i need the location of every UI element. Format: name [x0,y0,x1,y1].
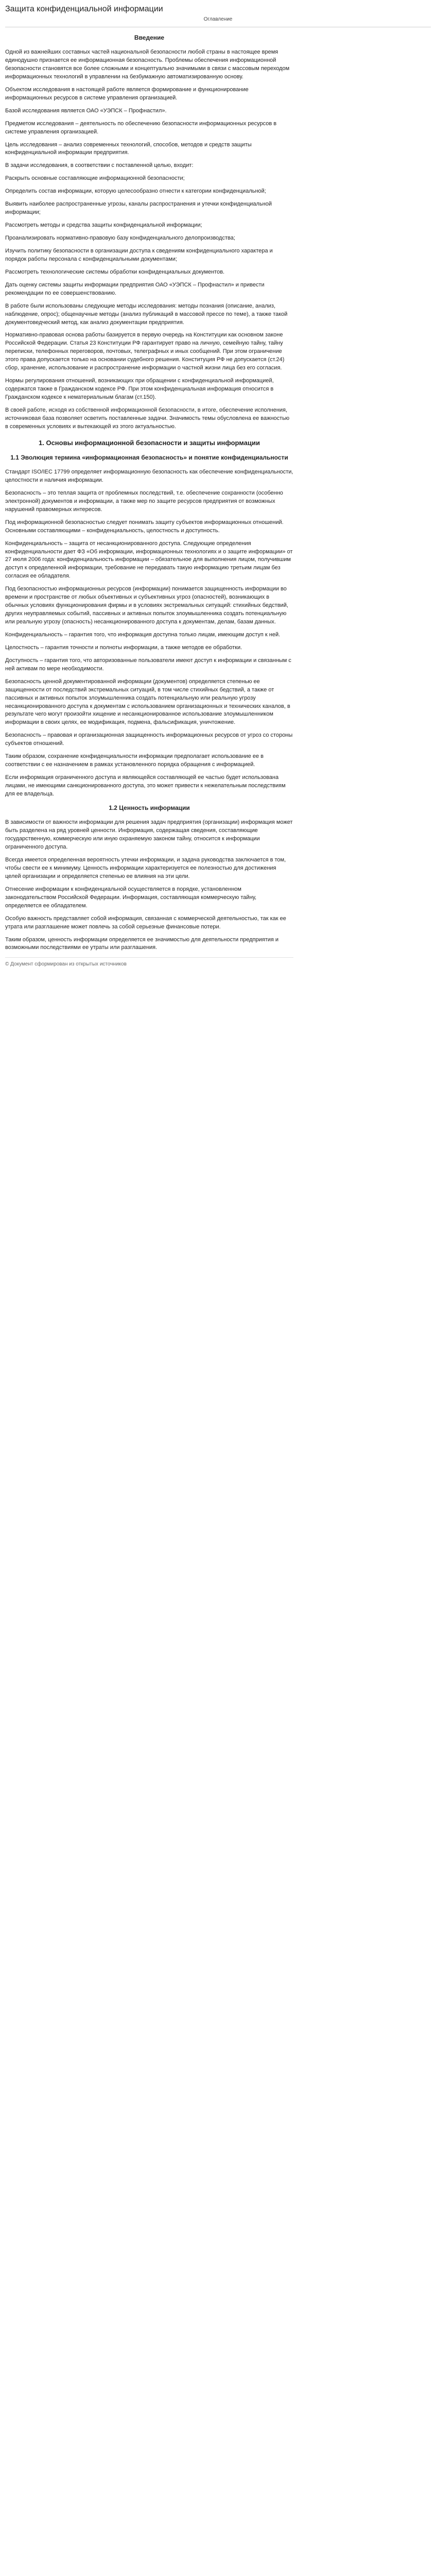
paragraph: Всегда имеется определенная вероятность утечки информации, и задача руководства заключается в том, чтобы свести ее к минимуму. Ценность информации характеризуется ее полезностью для достижения целей организации и определяется степенью ее влияния на эти цели. [5,857,286,879]
footer-note: © Документ сформирован из открытых источников [5,957,293,969]
paragraph: Предметом исследования – деятельность по обеспечению безопасности информационных ресурсов в системе управления организацией. [5,120,277,135]
paragraph: Если информация ограниченного доступа и являющейся составляющей ее частью будет использована лицами, не имеющими санкционированного доступа, это может привести к нежелательным последствиям для ее владельца. [5,774,286,797]
paragraph: В задачи исследования, в соответствии с поставленной целью, входит: [5,162,194,169]
section-1-2-heading: 1.2 Ценность информации [109,804,190,811]
paragraph: Под информационной безопасностью следует понимать защиту субъектов информационных отношений. Основными составляющими – конфиденциальность, целостность и доступность. [5,519,284,534]
intro-heading: Введение [134,33,165,41]
paragraph: Изучить политику безопасности в организации доступа к сведениям конфиденциального характера и порядок работы персонала с конфиденциальными документами; [5,247,273,262]
section-1-1-heading: 1.1 Эволюция термина «информационная безопасность» и понятие конфиденциальности [10,453,288,461]
paragraph: Безопасность – правовая и организационная защищенность информационных ресурсов от угроз со стороны субъектов отношений. [5,732,293,747]
paragraph: Отнесение информации к конфиденциальной осуществляется в порядке, установленном законодательством Российской Федерации. Информация, составляющая коммерческую тайну, определяется ее обладателем. [5,886,257,909]
paragraph: Таким образом, ценность информации определяется ее значимостью для деятельности предприятия и возможными последствиями ее утраты или разглашения. [5,936,279,951]
paragraph: Одной из важнейших составных частей национальной безопасности любой страны в настоящее время единодушно признается ее информационная безопасность. Проблемы обеспечения информационной безопасности становятся все более сложными и концептуально значимыми в связи с массовым переходом информационных технологий в управлении на безбумажную автоматизированную основу. [5,49,290,80]
paragraph: Таким образом, сохранение конфиденциальности информации предполагает использование ее в соответствии с ее назначением в рамках установленного порядка обращения с информацией. [5,753,264,768]
paragraph: Целостность – гарантия точности и полноты информации, а также методов ее обработки. [5,644,242,651]
paragraph: Безопасность – это теплая защита от проблемных последствий, т.е. обеспечение сохранности (особенно электронной) документов и информации, а также мер по защите ресурсов предприятия от возможных нарушений правомерных интересов. [5,489,283,513]
page-title: Защита конфиденциальной информации [5,5,163,13]
paragraph: Базой исследования является ОАО «УЭПСК – Профнастил». [5,107,167,114]
paragraph: Рассмотреть методы и средства защиты конфиденциальной информации; [5,222,202,229]
paragraph: Раскрыть основные составляющие информационной безопасности; [5,175,185,182]
paragraph: Нормативно-правовая основа работы базируется в первую очередь на Конституции как основном законе Российской Федерации. Статья 23 Конституции РФ гарантирует право на личную, семейную тайну, тайну переписки, телефонных переговоров, почтовых, телеграфных и иных сообщений. При этом ограничение этого права допускается только на основании судебного решения. Конституция РФ не допускается (ст.24) сбор, хранение, использование и распространение информации о частной жизни лица без его согласия. [5,332,285,371]
paragraph: Выявить наиболее распространенные угрозы, каналы распространения и утечки конфиденциальной информации; [5,201,272,216]
paragraph: Дать оценку системы защиты информации предприятия ОАО «УЭПСК – Профнастил» и привести рекомендации по ее совершенствованию. [5,281,265,296]
paragraph: Рассмотреть технологические системы обработки конфиденциальных документов. [5,268,225,275]
paragraph: В работе были использованы следующие методы исследования: методы познания (описание, анализ, наблюдение, опрос); общенаучные методы (анализ публикаций в массовой прессе по теме), а также такой документоведческий метод, как анализ документации предприятия. [5,302,288,326]
paragraph: Проанализировать нормативно-правовую базу конфиденциального делопроизводства; [5,235,235,242]
paragraph: Конфиденциальность – защита от несанкционированного доступа. Следующие определения конфиденциальности дает ФЗ «Об информации, информационных технологиях и о защите информации» от 27 июля 2006 года: конфиденциальность информации – обязательное для выполнения лицом, получившим доступ к определенной информации, требование не передавать такую информацию третьим лицам без согласия ее обладателя. [5,540,293,580]
table-of-contents-link[interactable]: Оглавление [203,16,233,23]
paragraph: Конфиденциальность – гарантия того, что информация доступна только лицам, имеющим доступ к ней. [5,631,281,638]
paragraph: Под безопасностью информационных ресурсов (информации) понимается защищенность информации во времени и пространстве от любых объективных и субъективных угроз (опасностей), возникающих в обычных условиях функционирования фирмы и в условиях экстремальных ситуаций: стихийных бедствий, других неуправляемых событий, пассивных и активных попыток злоумышленника создать потенциальную или реальную угрозу (опасность) несанкционированного доступа к документам, делам, базам данных. [5,586,288,625]
chapter-1-heading: 1. Основы информационной безопасности и защиты информации [39,438,260,447]
section-1-1-paragraphs [5,468,293,799]
paragraph: Нормы регулирования отношений, возникающих при обращении с конфиденциальной информацией, содержатся также в Гражданском кодексе РФ. При этом конфиденциальная информация относится в Гражданском кодексе к нематериальным благам (ст.150). [5,378,274,401]
page-header [5,2,431,27]
paragraph: Определить состав информации, которую целесообразно отнести к категории конфиденциальной; [5,188,266,195]
intro-paragraphs [5,48,293,431]
paragraph: Цель исследования – анализ современных технологий, способов, методов и средств защиты конфиденциальной информации предприятия. [5,141,252,156]
paragraph: Объектом исследования в настоящей работе является формирование и функционирование информационных ресурсов в системе управления организацией. [5,86,249,101]
page [0,0,436,975]
paragraph: Особую важность представляет собой информация, связанная с коммерческой деятельностью, так как ее утрата или разглашение может повлечь за собой серьезные финансовые потери. [5,915,286,930]
paragraph: В зависимости от важности информации для решения задач предприятия (организации) информация может быть разделена на ряд уровней ценности. Информация, содержащая сведения, составляющие государственную, коммерческую или иную охраняемую законом тайну, относится к информации ограниченного доступа. [5,819,293,851]
paragraph: Доступность – гарантия того, что авторизованные пользователи имеют доступ к информации и связанным с ней активам по мере необходимости. [5,657,291,672]
section-1-2-paragraphs [5,819,293,952]
document-body [5,33,293,953]
paragraph: В своей работе, исходя из собственной информационной безопасности, в итоге, обеспечение исполнения, источниковая база позволяет осветить поставленные задачи. Значимость темы обусловлена ее важностью в современных условиях и вытекающей из этого актуальностью. [5,406,290,430]
paragraph: Стандарт ISO/IEC 17799 определяет информационную безопасность как обеспечение конфиденциальности, целостности и наличия информации. [5,469,293,483]
paragraph: Безопасность ценной документированной информации (документов) определяется степенью ее защищенности от последствий экстремальных ситуаций, в том числе стихийных бедствий, а также от пассивных и активных попыток злоумышленника создать потенциальную или реальную угрозу несанкционированного доступа к документам с использованием организационных и технических каналов, в результате чего могут произойти хищение и несанкционированное использование злоумышленником информации в своих целях, ее модификация, подмена, фальсификация, уничтожение. [5,678,290,726]
